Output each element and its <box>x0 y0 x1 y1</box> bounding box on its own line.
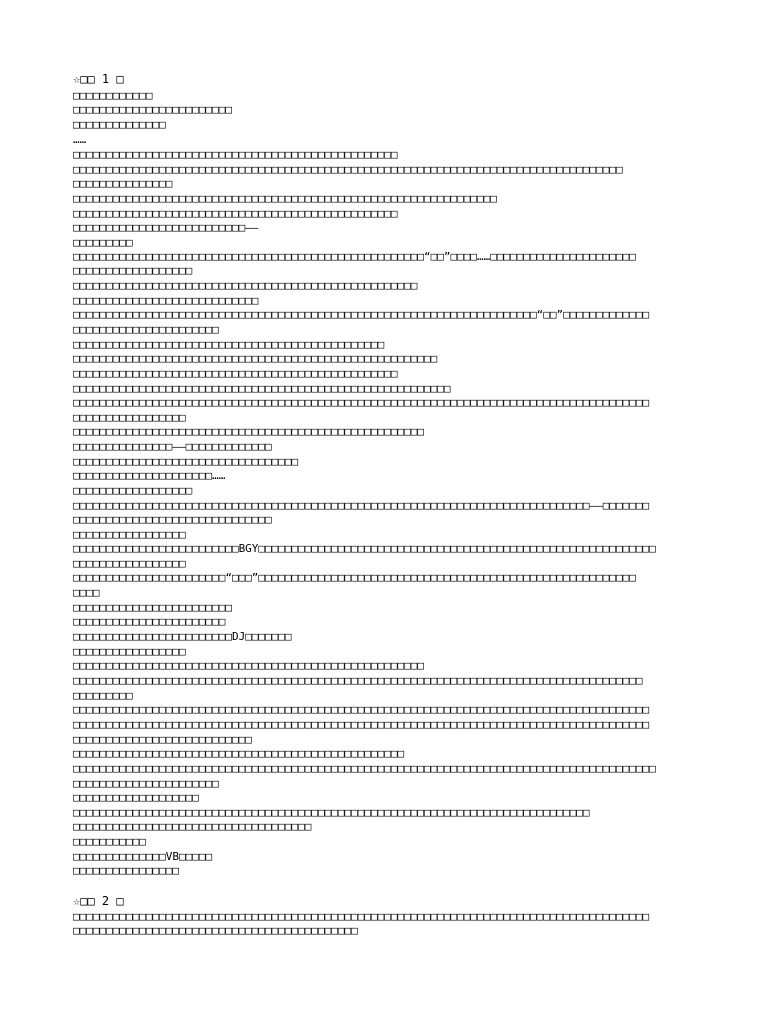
text-line: □□□□□□□□□□□□□□□□□□□□□□□□□□□□□□□□□□□□□□□□□□□ <box>73 924 358 937</box>
text-line: □□□□□□□□□□□□□□□□□□□□□□□□□□□□□□□□□□□□□□□□□□□□□□□□□□□□□□□□□□□□□□□□□□□□□□□□□□□□□□□□□□□□□□□ <box>73 718 650 731</box>
text-line: □□□□□□□□□□□□□□□□□□ <box>73 264 193 277</box>
text-line: □□□□□□□□□□□□□□□□□□□ <box>73 791 199 804</box>
text-line: □□□□□□□□□□□□□□□□□□□□□□□□□□□□□□□□□□□□□□□□□□□□□□□□□□□□□ <box>73 425 424 438</box>
text-line: □□□□□□□□□□□□□□□□□□□□□□□□□□□ <box>73 733 252 746</box>
text-line: □□□□□□□□□□□□□□□□□□□□□□□□□□□□□□□□□□□□□□□□□□□□□□□□□□□□□□□□□□□□□□□□□□□□□□□□□□□□□□□□□□□□□□□□ <box>73 762 656 775</box>
text-line: □□□□□□□□□ <box>73 236 133 249</box>
text-line: □□□□□□□□□□□□□□□ <box>73 177 173 190</box>
text-line: □□□□□□□□□□□□□□□□□ <box>73 528 186 541</box>
text-line: □□□□□□□□□□□□□□□□□ <box>73 411 186 424</box>
text-line: □□□□□□□□□□□□□□□□□□□□□□□□□□□□□□□□□□□□□□□□□□□□□□□□□□□□ <box>73 279 418 292</box>
text-line: □□□□□□□□□□□□□□□□□□□□□□□□□□□□□□□□□□□□□□□□□□□□□□□ <box>73 338 385 351</box>
text-line: □□□□ <box>73 586 100 599</box>
text-line: □□□□□□□□□□□□□□□□□□□□□□□□□□□□□□□□□□□□□□□□□□□□□□□□□ <box>73 207 398 220</box>
text-line: □□□□□□□□□□□□□□□□□□□□□□□□□BGY□□□□□□□□□□□□□□□□□□□□□□□□□□□□□□□□□□□□□□□□□□□□□□□□□□□□□□□□□□□□ <box>73 542 656 555</box>
text-line: □□□□□□□□□□□□□□□□□□□□□□□□□□□□□□□□□□□□□□□□□□□□□□□□□□□□□□□□□□□□□□□□ <box>73 192 497 205</box>
text-line: □□□□□□□□□□□□□□VB□□□□□ <box>73 850 213 863</box>
text-line: □□□□□□□□□□□□□□□□□□□□□□□“□□□”□□□□□□□□□□□□□□□□□□□□□□□□□□□□□□□□□□□□□□□□□□□□□□□□□□□□□□□□□ <box>73 571 636 584</box>
text-line: □□□□□□□□□□□□□□□□□□□□□□□□□□—— <box>73 221 259 234</box>
text-line: □□□□□□□□□□□□□□ <box>73 118 166 131</box>
text-line: □□□□□□□□□□□□□□□□□□□□□□□ <box>73 615 226 628</box>
text-line: □□□□□□□□□□□□□□□□□□ <box>73 484 193 497</box>
text-line: □□□□□□□□□□□□□□□□□□□□□…… <box>73 469 226 482</box>
text-line: □□□□□□□□□□□□□□□□□□□□□□ <box>73 323 219 336</box>
text-line: □□□□□□□□□□□□□□□□□□□□□□□□□□□□□□□□□□□□□□□□□□□□□□□□□□□□□□□□□□□□□□□□□□□□□□□□□□□□□□——□□□□□□□ <box>73 499 650 512</box>
text-line: □□□□□□□□□□□□□□□□□□□□□□□□□□□□ <box>73 294 259 307</box>
text-line: …… <box>73 133 87 146</box>
text-line: □□□□□□□□□□□□□□□□□□□□□□□□□□□□□□□□□□□□□□□□□□□□□□□□□ <box>73 148 398 161</box>
chapter-2-heading: ☆□□ 2 □ <box>73 894 124 908</box>
chapter-1-heading: ☆□□ 1 □ <box>73 72 124 86</box>
text-line: □□□□□□□□□□□□□□□□□□□□□□□□□□□□□□□□□□□□ <box>73 820 312 833</box>
text-line: □□□□□□□□□□□□□□□□□□□□□□□□□□□□□□□□□□□□□□□□□□□□□□□□□□□□□□□ <box>73 352 438 365</box>
text-line: □□□□□□□□□□□□□□□□□□□□□□□□□□□□□□□□□□□□□□□□□□□□□□□□□□□□□□□□□□□□□□□□□□□□□□□□□□□□□□□□□□□□□□□ <box>73 396 650 409</box>
text-line: □□□□□□□□□□□□□□□□□□□□□□□□□□□□□□□□□□□□□□□□□□□□□□□□□□□□□□□□□□□□□□□□□□□□□□□□□□□□□□□□□□□□□□□ <box>73 703 650 716</box>
text-line: □□□□□□□□□□□□□□□□□□□□□□□□ <box>73 601 232 614</box>
text-line: □□□□□□□□□□□□□□□□□□□□□□□□□□□□□□□□□□□□□□□□□□□□□□□□□□□□□“□□”□□□□……□□□□□□□□□□□□□□□□□□□□□□ <box>73 250 636 263</box>
text-line: □□□□□□□□□□□□□□□□□□□□□□□□□□□□□□□□□□□□□□□□□□□□□□□□□□□□□□□□□□□□□□□□□□□□□□□□□□□□□□□□□□□□□□ <box>73 674 643 687</box>
text-line: □□□□□□□□□□□□□□□□□□□□□□□□□□□□□□□□□□□□□□□□□□□□□□□□□□□□□□□□□□□□□□□□□□□□□□□□□□□□□□ <box>73 806 590 819</box>
text-line: □□□□□□□□□□□□□□□□□□□□□□□□□□□□□□□□□□□□□□□□□□□□□□□□□□□□□□□□□□□□□□□□□□□□□□“□□”□□□□□□□□□□□□□ <box>73 308 650 321</box>
text-line: □□□□□□□□□□□□□□□□□□□□□□ <box>73 777 219 790</box>
text-line: □□□□□□□□□ <box>73 689 133 702</box>
text-line: □□□□□□□□□□□□□□□□□□□□□□□□□□□□□□ <box>73 513 272 526</box>
text-line: □□□□□□□□□□□□□□□——□□□□□□□□□□□□□ <box>73 440 272 453</box>
text-line: □□□□□□□□□□□□□□□□□□□□□□□□□□□□□□□□□□□□□□□□□□□□□□□□□□□□□□□□□□□□□□□□□□□□□□□□□□□□□□□□□□□□□□□ <box>73 910 650 923</box>
text-line: □□□□□□□□□□□□□□□□□ <box>73 645 186 658</box>
text-line: □□□□□□□□□□□ <box>73 835 146 848</box>
text-line: □□□□□□□□□□□□□□□□□□□□□□□□□□□□□□□□□□□□□□□□□□□□□□□□□□□□□□□□□ <box>73 382 451 395</box>
text-line: □□□□□□□□□□□□□□□□□□□□□□□□□□□□□□□□□□□□□□□□□□□□□□□□□ <box>73 367 398 380</box>
text-line: □□□□□□□□□□□□□□□□□□□□□□□□□□□□□□□□□□□□□□□□□□□□□□□□□□□□□□□□□□□□□□□□□□□□□□□□□□□□□□□□□□□ <box>73 163 623 176</box>
text-line: □□□□□□□□□□□□□□□□□□□□□□□□□□□□□□□□□□ <box>73 455 299 468</box>
text-line: □□□□□□□□□□□□□□□□ <box>73 864 179 877</box>
text-line: □□□□□□□□□□□□□□□□□□□□□□□□ <box>73 103 232 116</box>
text-line: □□□□□□□□□□□□□□□□□ <box>73 557 186 570</box>
text-line: □□□□□□□□□□□□□□□□□□□□□□□□DJ□□□□□□□ <box>73 630 292 643</box>
text-line: □□□□□□□□□□□□ <box>73 89 153 102</box>
text-line: □□□□□□□□□□□□□□□□□□□□□□□□□□□□□□□□□□□□□□□□□□□□□□□□□□□□□ <box>73 659 424 672</box>
text-line: □□□□□□□□□□□□□□□□□□□□□□□□□□□□□□□□□□□□□□□□□□□□□□□□□□ <box>73 747 405 760</box>
